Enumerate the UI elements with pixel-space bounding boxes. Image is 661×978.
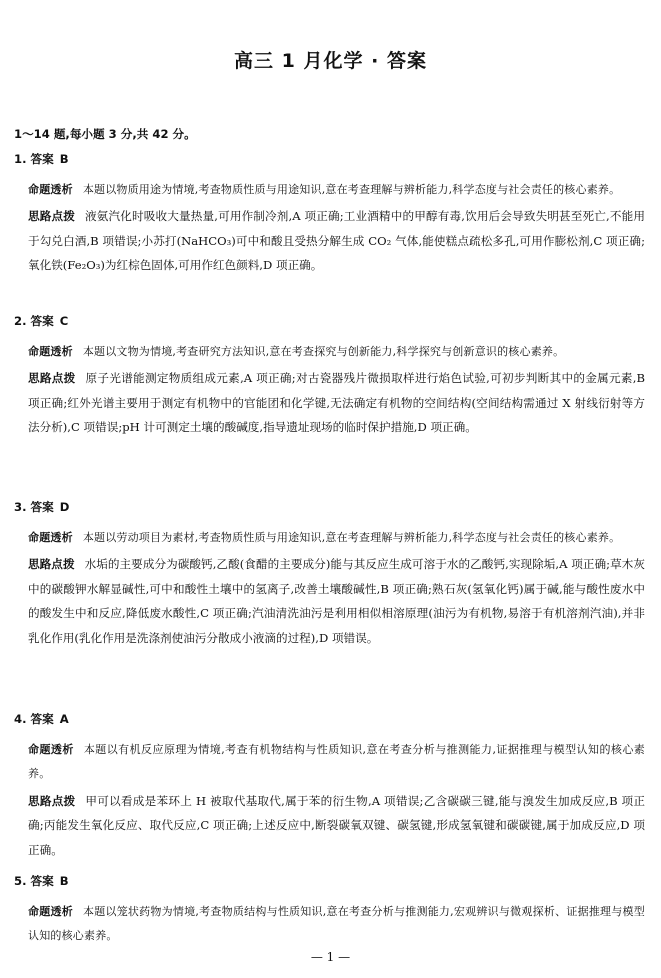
hint-block [14,204,645,277]
answer-value: A [59,712,69,726]
question-1 [14,152,645,280]
question-2 [14,314,645,442]
hint-block [14,789,645,862]
intent-block [14,178,645,202]
hint-label: 思路点拨 [28,371,76,386]
hint-label: 思路点拨 [28,209,75,224]
question-5 [14,874,645,951]
intent-block [14,340,645,364]
intent-label: 命题透析 [28,905,73,918]
answer-value: B [59,152,69,166]
answer-value: D [59,500,70,514]
hint-text: 原子光谱能测定物质组成元素,A 项正确;对古瓷器残片微损取样进行焰色试验,可初步判断其中的金属元素,B 项正确;红外光谱主要用于测定有机物中的官能团和化学键,无法确定有机物的空间结构(空间结构需通过 X 射线衍射等方法分析),C 项错误;pH 计可测定土壤的酸碱度,指导遗址现场的临时保护措施,D 项正确。 [28,371,645,435]
section-intro: 1～14 题,每小题 3 分,共 42 分。 [14,127,196,141]
intent-label: 命题透析 [28,183,73,196]
question-4 [14,712,645,864]
question-heading: 5. 答案 B [14,874,69,888]
intent-text: 本题以物质用途为情境,考查物质性质与用途知识,意在考查理解与辨析能力,科学态度与社会责任的核心素养。 [82,183,621,196]
intent-text: 本题以劳动项目为素材,考查物质性质与用途知识,意在考查理解与辨析能力,科学态度与社会责任的核心素养。 [82,531,621,544]
intent-text: 本题以有机反应原理为情境,考查有机物结构与性质知识,意在考查分析与推测能力,证据推理与模型认知的核心素养。 [28,743,645,781]
answer-value: B [59,874,69,888]
intent-text: 本题以文物为情境,考查研究方法知识,意在考查探究与创新能力,科学探究与创新意识的核心素养。 [82,345,565,358]
question-heading: 3. 答案 D [14,500,70,514]
question-heading: 2. 答案 C [14,314,69,328]
page-number: — 1 — [310,950,351,964]
hint-text: 水垢的主要成分为碳酸钙,乙酸(食醋的主要成分)能与其反应生成可溶于水的乙酸钙,实现除垢,A 项正确;草木灰中的碳酸钾水解显碱性,可中和酸性土壤中的氢离子,改善土壤酸碱性,B 项正确;熟石灰(氢氧化钙)属于碱,能与酸性废水中的酸发生中和反应,降低废水酸性,C 项正确;汽油清洗油污是利用相似相溶原理(油污为有机物,易溶于有机溶剂汽油),并非乳化作用(乳化作用是洗涤剂使油污分散成小液滴的过程),D 项错误。 [28,557,645,645]
intent-text: 本题以笼状药物为情境,考查物质结构与性质知识,意在考查分析与推测能力,宏观辨识与微观探析、证据推理与模型认知的核心素养。 [28,905,645,943]
question-heading: 4. 答案 A [14,712,69,726]
question-3 [14,500,645,652]
hint-text: 甲可以看成是苯环上 H 被取代基取代,属于苯的衍生物,A 项错误;乙含碳碳三键,能与溴发生加成反应,B 项正确;丙能发生氧化反应、取代反应,C 项正确;上述反应中,断裂碳氧双键、碳氢键,形成氢氧键和碳碳键,属于加成反应,D 项正确。 [28,793,645,857]
answer-value: C [59,314,69,328]
hint-label: 思路点拨 [28,557,75,572]
intent-block [14,526,645,550]
intent-block [14,738,645,787]
hint-text: 液氨汽化时吸收大量热量,可用作制冷剂,A 项正确;工业酒精中的甲醇有毒,饮用后会导致失明甚至死亡,不能用于勾兑白酒,B 项错误;小苏打(NaHCO₃)可中和酸且受热分解生成 CO₂ 气体,能使糕点疏松多孔,可用作膨松剂,C 项正确;氧化铁(Fe₂O₃)为红棕色固体,可用作红色颜料,D 项正确。 [28,209,645,273]
hint-label: 思路点拨 [28,793,76,808]
intent-label: 命题透析 [28,531,73,544]
page-title: 高三 1 月化学 · 答案 [234,50,427,72]
hint-block [14,366,645,439]
intent-block [14,900,645,949]
question-heading: 1. 答案 B [14,152,69,166]
intent-label: 命题透析 [28,345,73,358]
hint-block [14,552,645,650]
intent-label: 命题透析 [28,743,74,756]
